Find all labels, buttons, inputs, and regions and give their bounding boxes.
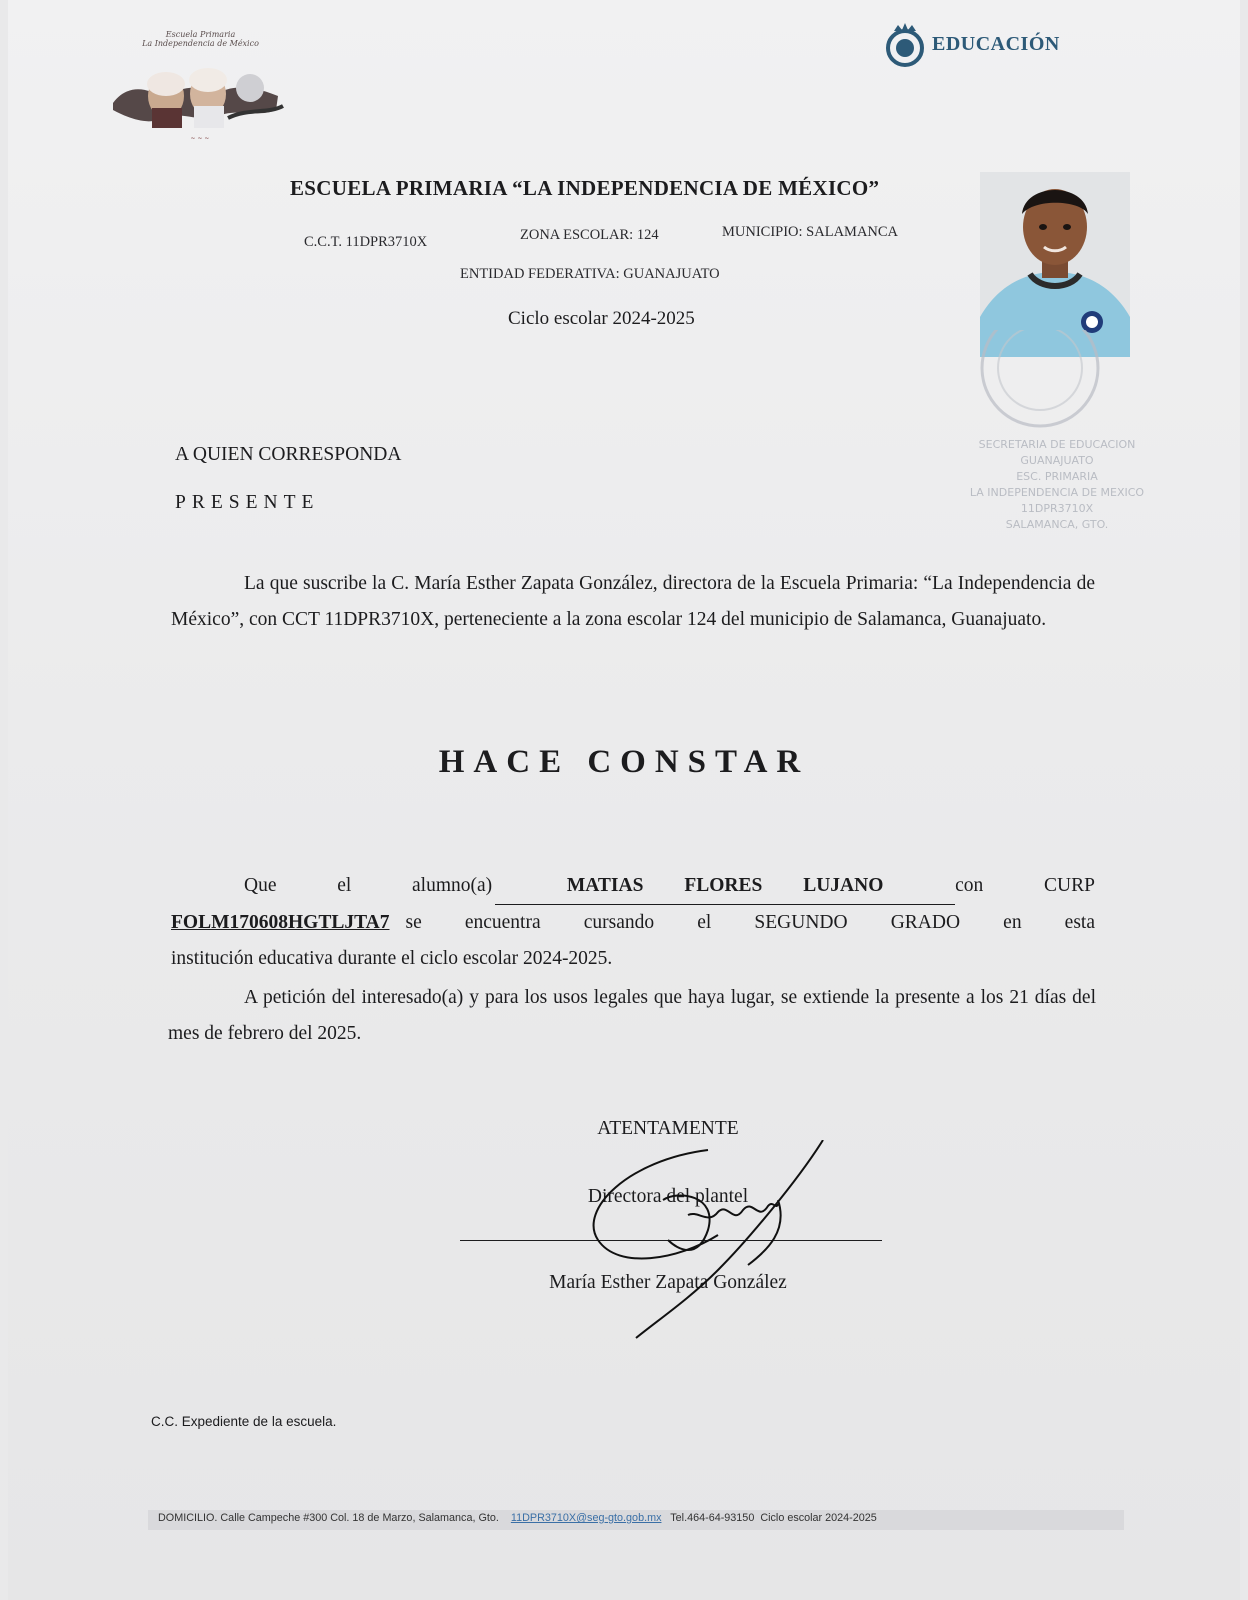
salutation-presente: PRESENTE	[175, 492, 320, 513]
intro-paragraph: La que suscribe la C. María Esther Zapata González, directora de la Escuela Primaria: “La Independencia de México”, con CCT 11DPR3710X, perteneciente a la zona escolar 124 del municipio de Salamanca, Guanajuato.	[171, 573, 1095, 630]
student-name-text: MATIAS FLORES LUJANO	[566, 875, 884, 896]
official-stamp	[942, 330, 1172, 560]
student-name	[495, 868, 955, 905]
footer-email-link[interactable]: 11DPR3710X@seg-gto.gob.mx	[510, 1512, 662, 1524]
zona-escolar: ZONA ESCOLAR: 124	[520, 227, 659, 243]
stamp-line-5: 11DPR3710X	[1020, 502, 1094, 515]
director-role: Directora del plantel	[587, 1186, 749, 1207]
student-paragraph	[171, 868, 1095, 977]
student-line-2	[171, 905, 1095, 941]
educacion-logo	[882, 14, 1060, 74]
footer-tel: Tel.464-64-93150	[670, 1512, 755, 1524]
stamp-line-6: SALAMANCA, GTO.	[1005, 518, 1109, 531]
alumno-label	[412, 868, 983, 905]
grado-text: se encuentra cursando el SEGUNDO GRADO en esta	[405, 912, 1095, 933]
municipio: MUNICIPIO: SALAMANCA	[722, 224, 899, 240]
school-logo-emblem-icon	[108, 48, 293, 148]
document-page	[8, 0, 1240, 1600]
curp-value: FOLM170608HGTLJTA7	[171, 912, 390, 933]
school-logo	[108, 22, 293, 162]
stamp-line-2: GUANAJUATO	[1020, 454, 1094, 467]
stamp-line-1: SECRETARIA DE EDUCACION	[978, 438, 1136, 451]
curp-label: CURP	[1044, 875, 1095, 896]
student-line-1	[171, 868, 1095, 905]
school-logo-line1: Escuela Primaria	[165, 30, 236, 39]
entidad-federativa: ENTIDAD FEDERATIVA: GUANAJUATO	[460, 266, 720, 282]
el-word: el	[337, 875, 352, 896]
school-name: ESCUELA PRIMARIA “LA INDEPENDENCIA DE MÉXICO”	[290, 176, 880, 200]
stamp-line-4: LA INDEPENDENCIA DE MEXICO	[969, 486, 1145, 499]
crown-emblem-icon	[882, 21, 928, 67]
svg-text:~ ~ ~: ~ ~ ~	[190, 135, 210, 142]
footer-ciclo: Ciclo escolar 2024-2025	[760, 1512, 877, 1524]
footer-address: DOMICILIO. Calle Campeche #300 Col. 18 de Marzo, Salamanca, Gto.	[158, 1512, 499, 1524]
footer-text	[158, 1512, 877, 1524]
hace-constar-title: HACE CONSTAR	[438, 744, 810, 780]
school-logo-line2: La Independencia de México	[142, 39, 259, 48]
educacion-label: EDUCACIÓN	[932, 32, 1060, 55]
director-name: María Esther Zapata González	[549, 1272, 787, 1293]
student-line-3: institución educativa durante el ciclo escolar 2024-2025.	[171, 948, 613, 969]
seal-icon	[942, 330, 1172, 560]
cc-note: C.C. Expediente de la escuela.	[151, 1414, 337, 1429]
peticion-paragraph: A petición del interesado(a) y para los usos legales que haya lugar, se extiende la presente a los 21 días del mes de febrero del 2025.	[168, 987, 1096, 1044]
handwritten-signature-icon	[568, 1140, 868, 1340]
con-word: con	[955, 875, 984, 896]
que-word: Que	[244, 875, 277, 896]
cct-code: C.C.T. 11DPR3710X	[304, 234, 428, 250]
stamp-line-3: ESC. PRIMARIA	[1016, 470, 1098, 483]
ciclo-escolar: Ciclo escolar 2024-2025	[508, 308, 695, 329]
salutation-line1: A QUIEN CORRESPONDA	[175, 444, 402, 465]
closing-atentamente: ATENTAMENTE	[597, 1118, 739, 1139]
alumno-text: alumno(a)	[412, 875, 493, 896]
